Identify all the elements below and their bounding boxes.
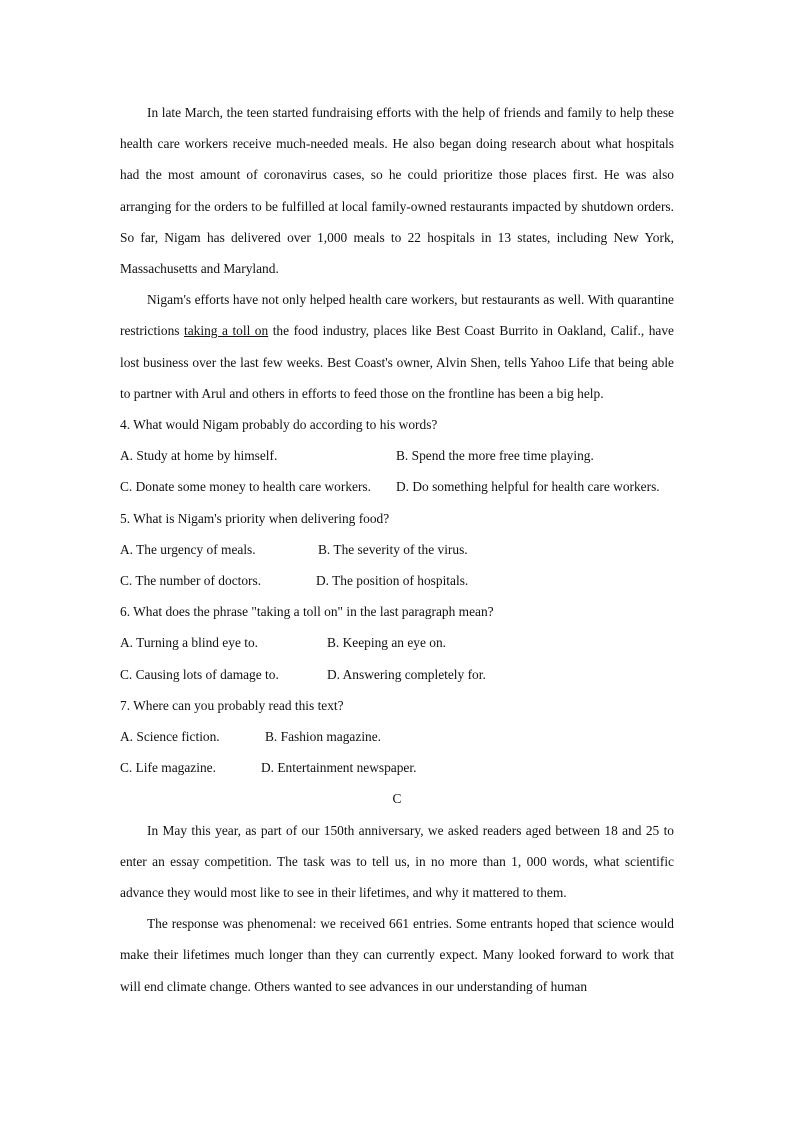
passage-b-paragraph-2 — [120, 284, 674, 409]
question-6-options-row-1 — [120, 627, 674, 658]
passage-b-paragraph-1: In late March, the teen started fundraising efforts with the help of friends and family to help these health care workers receive much-needed meals. He also began doing research about what hospitals had the most amount of coronavirus cases, so he could prioritize those places first. He was also arranging for the orders to be fulfilled at local family-owned restaurants impacted by shutdown orders. So far, Nigam has delivered over 1,000 meals to 22 hospitals in 13 states, including New York, Massachusetts and Maryland. — [120, 105, 674, 277]
question-4-option-a: A. Study at home by himself. — [120, 448, 278, 464]
question-7-options-row-1 — [120, 721, 674, 752]
underlined-phrase: taking a toll on — [184, 323, 269, 339]
question-6-stem: 6. What does the phrase "taking a toll on" in the last paragraph mean? — [120, 604, 494, 620]
document-page — [120, 97, 674, 1002]
question-5-option-b: B. The severity of the virus. — [318, 541, 468, 557]
question-5-options-row-2 — [120, 565, 674, 596]
question-6-option-b: B. Keeping an eye on. — [327, 635, 446, 651]
question-6-option-a: A. Turning a blind eye to. — [120, 635, 258, 651]
question-7-options-row-2 — [120, 752, 674, 783]
section-c-heading: C — [392, 791, 402, 807]
question-5-option-d: D. The position of hospitals. — [316, 573, 469, 588]
question-5-stem: 5. What is Nigam's priority when delivering food? — [120, 510, 390, 526]
question-6-option-c: C. Causing lots of damage to. — [120, 666, 279, 682]
question-5-options-row-1 — [120, 534, 674, 565]
question-4-option-c: C. Donate some money to health care workers. — [120, 479, 371, 495]
question-4-options-row-2 — [120, 471, 674, 502]
question-4-option-b: B. Spend the more free time playing. — [396, 448, 594, 464]
question-5-option-c: C. The number of doctors. — [120, 573, 262, 588]
question-7-stem: 7. Where can you probably read this text? — [120, 697, 344, 713]
paragraph-2-text-end: the food industry, places like Best Coast Burrito in Oakland, Calif., have lost business over the last few weeks. Best Coast's owner, Alvin Shen, tells Yahoo Life that being able to partner with Arul and others in efforts to feed those on the frontline has been a big help. — [120, 323, 674, 401]
paragraph-2-text-start: Nigam's efforts have not only helped health care workers, but restaurants as well. With quarantine restrictions — [120, 292, 674, 339]
question-4-stem: 4. What would Nigam probably do according to his words? — [120, 417, 438, 433]
question-7-option-c: C. Life magazine. — [120, 760, 216, 776]
question-4-options-row-1 — [120, 440, 674, 471]
passage-c-paragraph-2: The response was phenomenal: we received 661 entries. Some entrants hoped that science would make their lifetimes much longer than they can currently expect. Many looked forward to work that will end climate change. Others wanted to see advances in our understanding of human — [120, 916, 674, 994]
question-7-option-a: A. Science fiction. — [120, 728, 220, 744]
question-6-options-row-2 — [120, 659, 674, 690]
question-6-option-d: D. Answering completely for. — [327, 666, 486, 682]
question-7-option-d: D. Entertainment newspaper. — [261, 760, 417, 776]
passage-c-paragraph-1: In May this year, as part of our 150th anniversary, we asked readers aged between 18 and 25 to enter an essay competition. The task was to tell us, in no more than 1, 000 words, what scientific advance they would most like to see in their lifetimes, and why it mattered to them. — [120, 822, 674, 900]
question-4-option-d: D. Do something helpful for health care workers. — [396, 479, 660, 495]
question-7-option-b: B. Fashion magazine. — [265, 728, 382, 744]
question-5-option-a: A. The urgency of meals. — [120, 541, 256, 557]
